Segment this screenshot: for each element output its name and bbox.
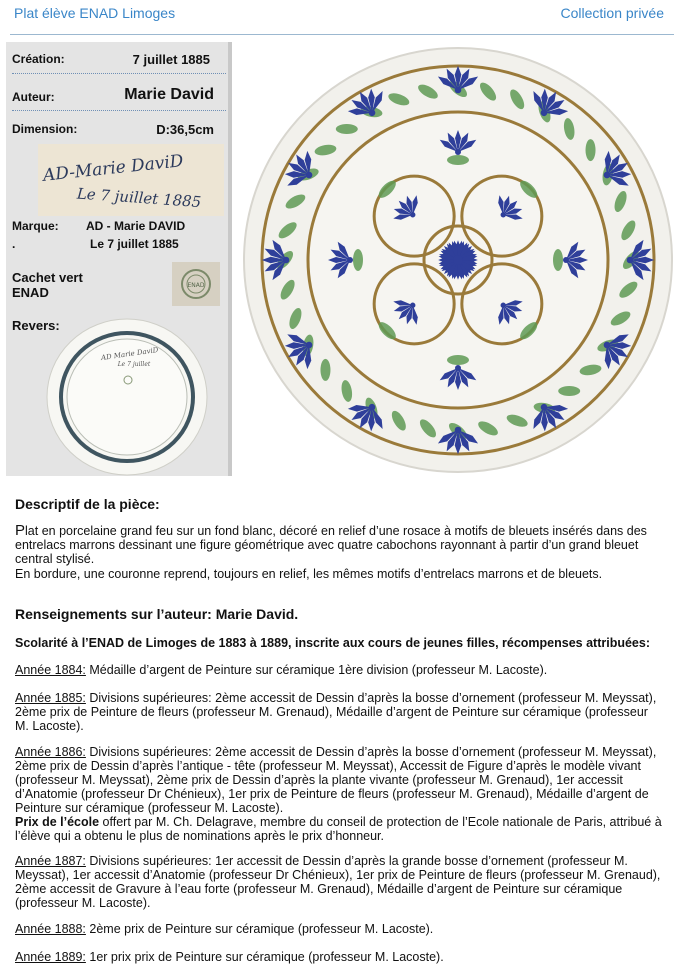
green-stamp-image <box>172 262 220 306</box>
creation-value: 7 juillet 1885 <box>132 52 210 67</box>
stamp-text: ENAD <box>187 282 205 289</box>
mark-label: Marque: <box>12 219 59 233</box>
collection-label: Collection privée <box>560 5 664 21</box>
divider <box>12 73 226 74</box>
year-entry: Année 1887: Divisions supérieures: 1er accessit de Dessin d’après la grande bosse d’ornement (professeur M. Meyssat), 1er accessit d’Anatomie (professeur Dr Chénieux), 1er prix de Peinture de fleurs (professeur M. Grenaud), 2ème accessit de Gravure à l’eau forte (professeur M. Grenaud), Médaille d’argent de Peinture sur céramique (professeur M. Lacoste). <box>15 854 661 910</box>
creation-label: Création: <box>12 52 65 66</box>
header-divider <box>10 34 674 35</box>
plate-photo <box>238 42 678 478</box>
divider <box>12 110 226 111</box>
author-value: Marie David <box>124 86 214 103</box>
reverse-label: Revers: <box>12 318 60 333</box>
stamp-label: Cachet vert <box>12 270 83 285</box>
description-paragraph-2: En bordure, une couronne reprend, toujours en relief, les mêmes motifs d’entrelacs marrons et de bleuets. <box>15 567 603 581</box>
svg-text:Le 7 juillet 1885: Le 7 juillet 1885 <box>76 184 202 212</box>
mark-value: AD - Marie DAVID <box>86 219 186 233</box>
info-panel <box>6 42 232 476</box>
svg-text:AD-Marie DaviD: AD-Marie DaviD <box>42 151 185 186</box>
plate-back-image <box>44 316 210 478</box>
dimension-value: D:36,5cm <box>156 122 214 137</box>
svg-text:AD Marie DaviD: AD Marie DaviD <box>100 346 159 363</box>
year-entry: Année 1884: Médaille d’argent de Peinture sur céramique 1ère division (professeur M. Lacoste). <box>15 663 548 677</box>
signature-photo <box>38 144 224 216</box>
year-entry: Année 1889: 1er prix prix de Peinture sur céramique (professeur M. Lacoste). <box>15 950 444 964</box>
description-paragraph: Plat en porcelaine grand feu sur un fond blanc, décoré en relief d’une rosace à motifs de bleuets insérés dans des entrelacs marrons dessinant une figure géométrique avec quatre cabochons rayonnant à partir d’un grand bleuet central stylisé. <box>15 522 647 566</box>
mark-date: Le 7 juillet 1885 <box>90 237 179 251</box>
document-title: Plat élève ENAD Limoges <box>14 5 176 21</box>
description-title: Descriptif de la pièce: <box>15 496 160 512</box>
schooling-summary: Scolarité à l’ENAD de Limoges de 1883 à 1889, inscrite aux cours de jeunes filles, récompenses attribuées: <box>15 636 650 650</box>
stamp-photo <box>172 262 220 306</box>
year-entry: Année 1885: Divisions supérieures: 2ème accessit de Dessin d’après la bosse d’ornement (professeur M. Meyssat), 2ème prix de Peinture de fleurs (professeur M. Grenaud), Médaille d’argent de Peinture sur céramique (professeur M. Lacoste). <box>15 691 657 733</box>
signature-image <box>38 144 224 216</box>
mark-dot: . <box>12 237 16 251</box>
school-prize-label: Prix de l’école <box>15 815 100 829</box>
reverse-photo <box>44 316 210 478</box>
year-entry: Année 1886: Divisions supérieures: 2ème accessit de Dessin d’après la bosse d’ornement (professeur M. Meyssat), 2ème prix de Dessin d’après l’antique - tête (professeur M. Meyssat), Accessit de Figure d’après le modèle vivant (professeur M. Meyssat), 2ème prix de Dessin d’après la plante vivante (professeur M. Grenaud), 1er accessit d’Anatomie (professeur Dr Chénieux), 1er prix de Peinture de fleurs (professeur M. Grenaud), Médaille d’argent de Peinture sur céramique (professeur M. Lacoste). Prix de l’école offert par M. Ch. Delagrave, membre du conseil de protection de l’Ecole nationale de Paris, attribué à l’élève qui a obtenu le plus de nominations après le prix d’honneur. <box>15 745 662 843</box>
author-label: Auteur: <box>12 90 55 104</box>
dimension-label: Dimension: <box>12 122 78 136</box>
drop-initial: P <box>15 522 26 539</box>
stamp-label-2: ENAD <box>12 285 49 300</box>
author-info-title: Renseignements sur l’auteur: Marie David. <box>15 606 299 622</box>
year-entry: Année 1888: 2ème prix de Peinture sur céramique (professeur M. Lacoste). <box>15 922 434 936</box>
svg-text:Le 7 juillet: Le 7 juillet <box>117 361 151 368</box>
plate-image <box>238 42 678 478</box>
